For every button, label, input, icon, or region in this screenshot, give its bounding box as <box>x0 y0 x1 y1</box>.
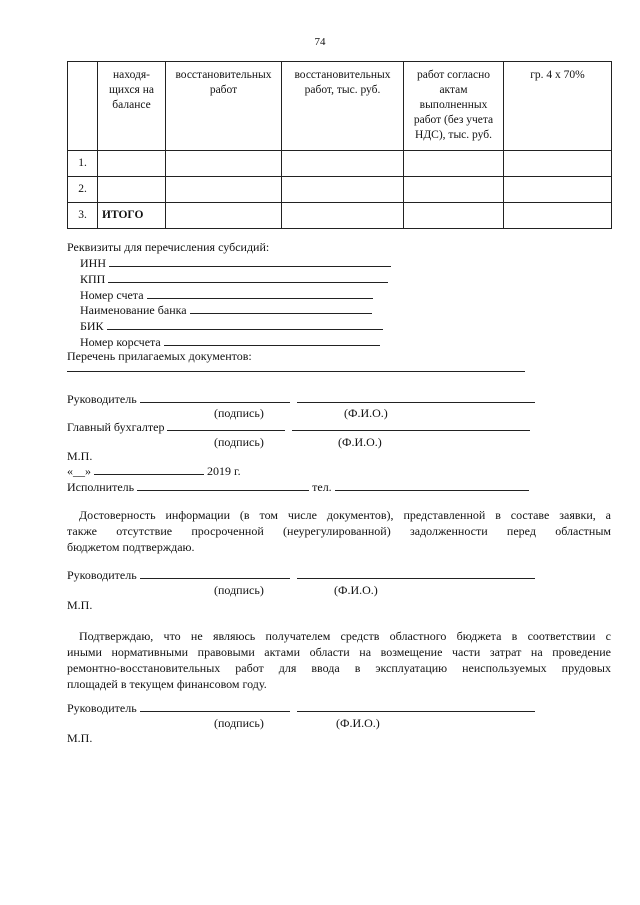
documents-line <box>67 371 525 372</box>
table-header-cell <box>68 62 98 151</box>
table-header-row <box>68 62 612 151</box>
executor-line: Исполнитель тел. <box>67 480 529 495</box>
inn-field: ИНН <box>80 256 391 271</box>
table-cell <box>166 177 282 203</box>
table-cell <box>282 203 404 229</box>
corr-account-field: Номер корсчета <box>80 335 380 350</box>
documents-label: Перечень прилагаемых документов: <box>67 349 252 363</box>
table-row <box>68 177 612 203</box>
table-cell <box>504 151 612 177</box>
table-cell <box>504 177 612 203</box>
head-signature-line: Руководитель <box>67 392 535 407</box>
row-number: 2. <box>68 177 98 203</box>
table-cell <box>404 151 504 177</box>
table-cell <box>404 177 504 203</box>
page-number: 74 <box>314 36 326 48</box>
name-caption: (Ф.И.О.) <box>336 716 380 730</box>
table-header-cell: гр. 4 х 70% <box>504 62 612 151</box>
table-cell <box>166 203 282 229</box>
table-cell <box>98 177 166 203</box>
bank-name-field: Наименование банка <box>80 303 372 318</box>
table-row <box>68 151 612 177</box>
row-number: 3. <box>68 203 98 229</box>
table-row <box>68 203 612 229</box>
stamp-label: М.П. <box>67 598 93 612</box>
confirmation-paragraph-1: Достоверность информации (в том числе документов), представленной в составе заявки, а также отсутствие просроченной (неурегулированной) задолженности перед областным бюджетом подтверждаю. <box>67 508 611 554</box>
table-header-cell: работ согласно актам выполненных работ (без учета НДС), тыс. руб. <box>404 62 504 151</box>
stamp-label: М.П. <box>67 731 93 745</box>
name-caption: (Ф.И.О.) <box>334 583 378 597</box>
row-number: 1. <box>68 151 98 177</box>
signature-caption: (подпись) <box>214 716 264 730</box>
table-cell <box>166 151 282 177</box>
stamp-label: М.П. <box>67 449 93 463</box>
data-table <box>67 61 612 229</box>
table-cell <box>404 203 504 229</box>
date-line: «__» 2019 г. <box>67 464 241 478</box>
total-label: ИТОГО <box>98 203 166 229</box>
signature-caption: (подпись) <box>214 583 264 597</box>
name-caption: (Ф.И.О.) <box>344 406 388 420</box>
head-signature-line: Руководитель <box>67 568 535 583</box>
head-signature-line: Руководитель <box>67 701 535 716</box>
kpp-field: КПП <box>80 272 388 287</box>
account-field: Номер счета <box>80 288 373 303</box>
signature-caption: (подпись) <box>214 406 264 420</box>
confirmation-paragraph-2: Подтверждаю, что не являюсь получателем средств областного бюджета в соответствии с иными нормативными правовыми актами области на возмещение части затрат на проведение ремонтно-восстановительных работ для ввода в эксплуатацию неиспользуемых прудовых площадей в текущем финансовом году. <box>67 629 611 691</box>
table-cell <box>282 151 404 177</box>
requisites-title: Реквизиты для перечисления субсидий: <box>67 240 270 254</box>
name-caption: (Ф.И.О.) <box>338 435 382 449</box>
signature-caption: (подпись) <box>214 435 264 449</box>
table-cell <box>98 151 166 177</box>
table-header-cell: восстановительных работ <box>166 62 282 151</box>
table-header-cell: восстановительных работ, тыс. руб. <box>282 62 404 151</box>
bik-field: БИК <box>80 319 383 334</box>
table-cell <box>504 203 612 229</box>
chief-accountant-line: Главный бухгалтер <box>67 420 530 435</box>
table-cell <box>282 177 404 203</box>
table-header-cell: находя- щихся на балансе <box>98 62 166 151</box>
